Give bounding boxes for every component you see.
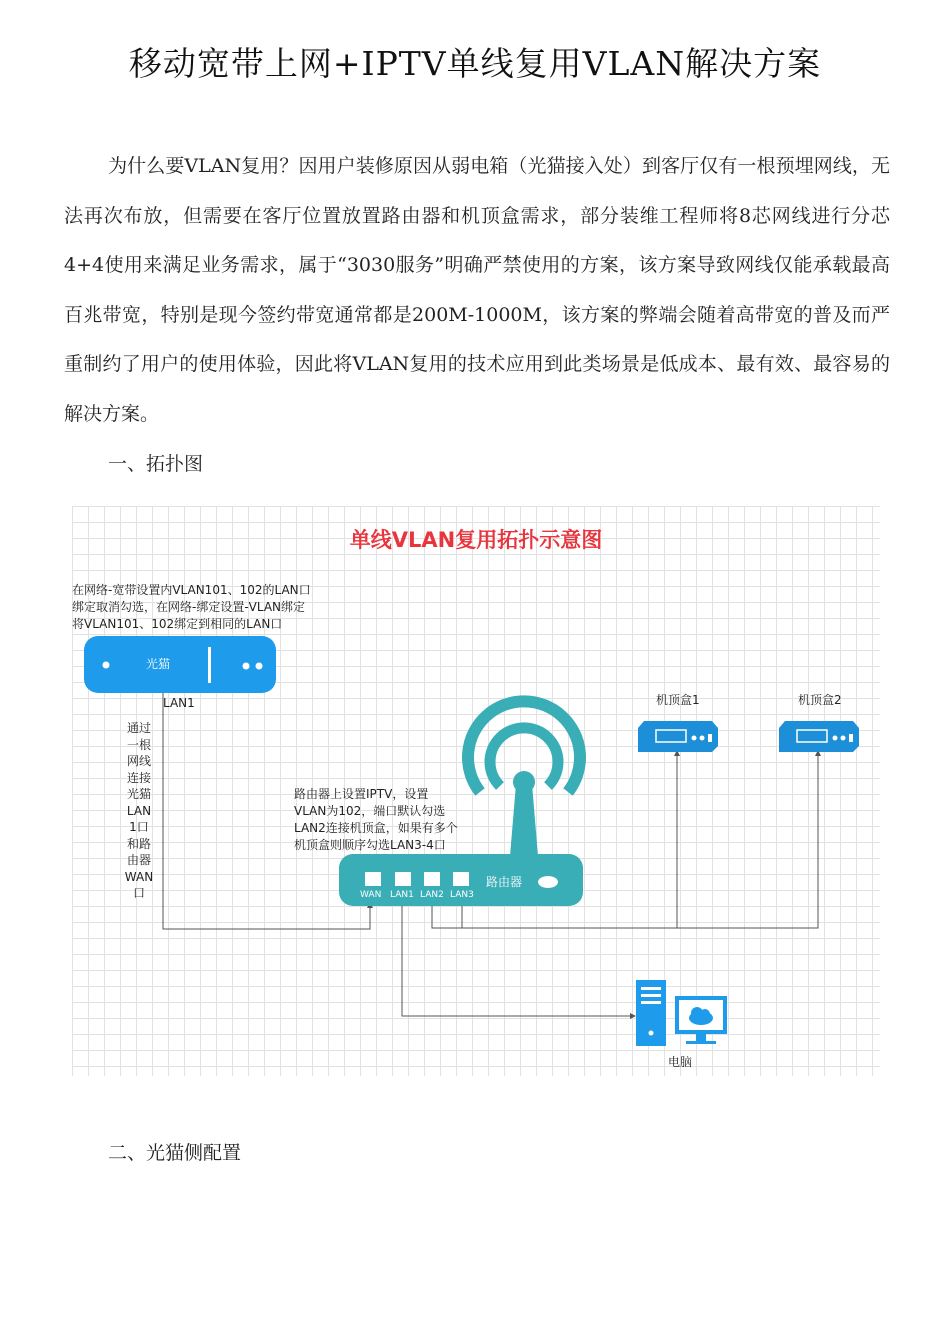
modem-note-line-1: 在网络-宽带设置内VLAN101、102的LAN口	[72, 583, 311, 597]
cable-note-line: 1口	[129, 820, 149, 834]
connection-lines	[163, 691, 818, 1016]
router-port-wan-label: WAN	[360, 890, 382, 900]
intro-paragraph-text: 为什么要VLAN复用？因用户装修原因从弱电箱（光猫接入处）到客厅仅有一根预埋网线，无法再次布放，但需要在客厅位置放置路由器和机顶盒需求，部分装维工程师将8芯网线进行分芯4+4使用来满足业务需求，属于“3030服务”明确严禁使用的方案，该方案导致网线仅能承载最高百兆带宽，特别是现今签约带宽通常都是200M-1000M，该方案的弊端会随着高带宽的普及而严重制约了用户的使用体验，因此将VLAN复用的技术应用到此类场景是低成本、最有效、最容易的解决方案。	[64, 155, 890, 425]
modem-note-line-2: 绑定取消勾选，在网络-绑定设置-VLAN绑定	[72, 600, 306, 614]
cable-note-line: 一根	[126, 737, 151, 752]
cable-note-line: LAN	[126, 803, 152, 818]
cable-note-line: 口	[132, 886, 145, 900]
cable-note-line: 由器	[126, 853, 151, 867]
document-title: 移动宽带上网+IPTV单线复用VLAN解决方案	[128, 44, 822, 83]
computer-label: 电脑	[668, 1055, 693, 1069]
cable-note-line: 光猫	[126, 787, 151, 801]
intro-paragraph	[64, 142, 890, 439]
set-top-box-2-label: 机顶盒2	[798, 693, 842, 707]
router-label: 路由器	[486, 875, 523, 889]
router-note-line-3: LAN2连接机顶盒，如果有多个	[294, 821, 458, 835]
computer-icon	[636, 980, 727, 1046]
router-note-line-4: 机顶盒则顺序勾选LAN3-4口	[294, 838, 446, 852]
cable-note-line: 连接	[126, 770, 151, 785]
optical-modem-icon	[84, 636, 276, 693]
diagram-title: 单线VLAN复用拓扑示意图	[349, 528, 603, 552]
modem-note-line-3: 将VLAN101、102绑定到相同的LAN口	[72, 617, 283, 631]
arrow-head-pc	[630, 1013, 636, 1019]
router-port-lan1-label: LAN1	[390, 890, 414, 900]
topology-diagram	[72, 506, 880, 1076]
cable-note	[124, 720, 154, 902]
section-heading-modem-config: 二、光猫侧配置	[108, 1142, 242, 1164]
cable-note-line: 和路	[126, 836, 151, 851]
router-port-lan2-label: LAN2	[420, 890, 444, 900]
modem-port-label: LAN1	[163, 696, 195, 710]
modem-label: 光猫	[146, 657, 171, 671]
cable-note-line: 网线	[126, 754, 151, 768]
section-heading-topology: 一、拓扑图	[108, 453, 204, 475]
set-top-box-1-icon	[638, 721, 718, 752]
router-lan1-to-pc-line	[402, 904, 634, 1016]
router-note-line-2: VLAN为102，端口默认勾选	[294, 804, 446, 818]
router-port-lan3-label: LAN3	[450, 890, 474, 900]
set-top-box-1-label: 机顶盒1	[656, 693, 700, 707]
set-top-box-2-icon	[779, 721, 859, 752]
cable-note-line: WAN	[124, 869, 154, 884]
cable-note-line: 通过	[126, 721, 151, 735]
router-note-line-1: 路由器上设置IPTV，设置	[294, 787, 429, 801]
